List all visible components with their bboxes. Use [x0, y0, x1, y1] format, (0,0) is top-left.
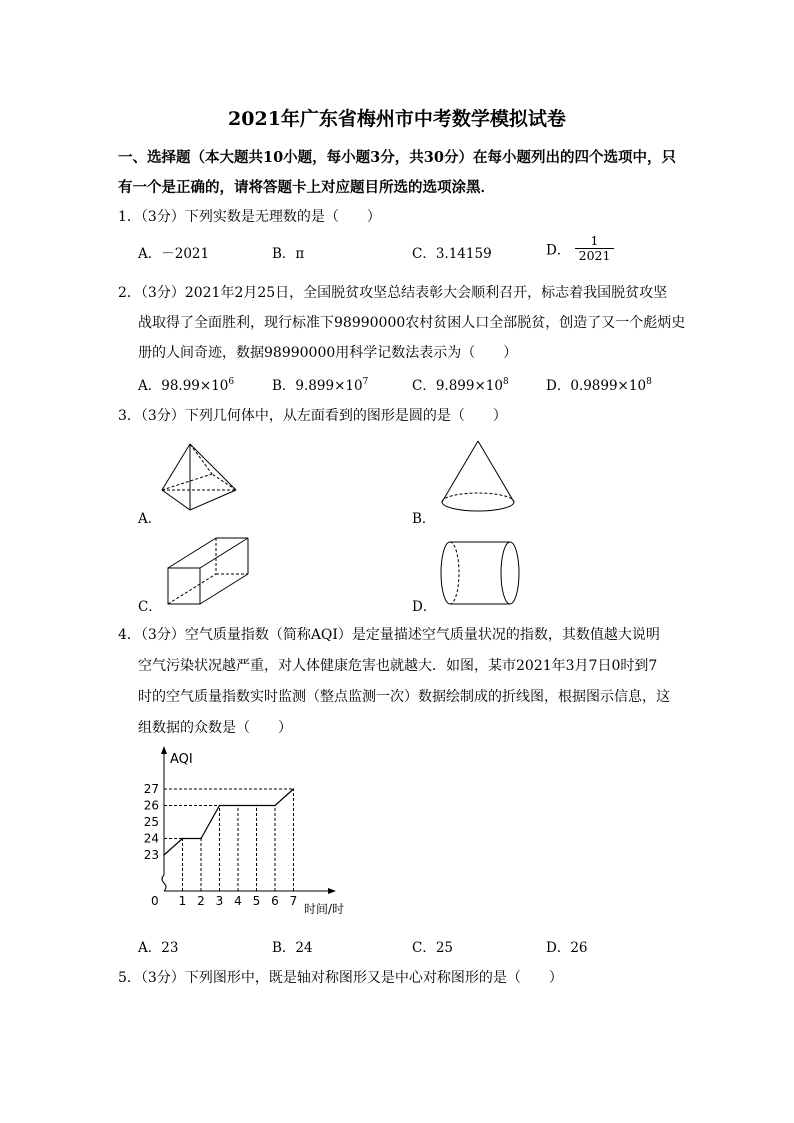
- y-axis-arrow: [161, 746, 167, 754]
- q1-fraction-numerator: 1: [590, 233, 599, 248]
- q1-option-a: A．－2021: [138, 246, 210, 262]
- q1-option-d-label: D．: [546, 242, 571, 259]
- q4-stem-line4: 组数据的众数是（ ）: [138, 720, 292, 736]
- q1-option-b: B．π: [272, 246, 305, 262]
- q4-option-a: A．23: [138, 940, 179, 956]
- page-title: 2021年广东省梅州市中考数学模拟试卷: [228, 108, 566, 130]
- data-point: [256, 805, 258, 807]
- aqi-line-chart: [136, 745, 366, 920]
- q3-label-d: D．: [412, 599, 437, 615]
- data-point: [200, 838, 202, 840]
- data-point: [293, 788, 295, 790]
- q2-option-b-base: B．9.899×10: [272, 378, 363, 394]
- x-tick-label: 3: [215, 894, 224, 908]
- q2-option-a-exp: 6: [228, 377, 235, 387]
- data-point: [219, 805, 221, 807]
- q3-label-b: B．: [412, 511, 436, 527]
- q2-option-c: [412, 374, 509, 394]
- q2-option-d-exp: 8: [646, 377, 652, 387]
- q2-option-d: [546, 374, 652, 394]
- y-axis-label: AQI: [170, 752, 193, 767]
- q4-option-d: D．26: [546, 940, 588, 956]
- y-tick-label: 25: [143, 815, 159, 829]
- cylinder-figure: [432, 536, 532, 612]
- q2-option-b-exp: 7: [362, 377, 369, 387]
- data-point: [274, 805, 276, 807]
- y-axis-break: [162, 875, 166, 891]
- q3-label-c: C．: [138, 599, 162, 615]
- data-point: [163, 854, 165, 856]
- y-tick-label: 24: [143, 831, 159, 846]
- q2-option-d-base: D．0.9899×10: [546, 378, 647, 394]
- data-point: [182, 838, 184, 840]
- x-axis-arrow: [328, 888, 336, 894]
- origin-label: 0: [151, 894, 159, 908]
- q1-fraction-denominator: 2021: [575, 248, 615, 263]
- x-tick-label: 1: [178, 894, 187, 908]
- y-tick-label: 23: [143, 848, 159, 862]
- q4-stem-line1: 4．（3分）空气质量指数（简称AQI）是定量描述空气质量状况的指数，其数值越大说明: [118, 627, 660, 643]
- y-tick-label: 26: [143, 798, 159, 813]
- q2-option-b: [272, 374, 368, 394]
- cone-figure: [435, 438, 525, 518]
- q4-stem-line3: 时的空气质量指数实时监测（整点监测一次）数据绘制成的折线图，根据图示信息，这: [138, 689, 670, 705]
- aqi-series-line: [164, 789, 294, 855]
- x-tick-label: 4: [234, 894, 242, 908]
- x-tick-label: 6: [271, 894, 279, 908]
- x-tick-label: 2: [197, 894, 205, 908]
- q4-option-b: B．24: [272, 940, 313, 956]
- q1-option-d: [546, 234, 614, 263]
- q4-option-c: C．25: [412, 940, 454, 956]
- q1-option-c: C．3.14159: [412, 246, 492, 262]
- q2-stem-line2: 战取得了全面胜利，现行标准下98990000农村贫困人口全部脱贫，创造了又一个彪炳史: [138, 315, 686, 331]
- q2-option-c-base: C．9.899×10: [412, 378, 503, 394]
- q5-stem: 5．（3分）下列图形中，既是轴对称图形又是中心对称图形的是（ ）: [118, 970, 563, 986]
- q2-option-c-exp: 8: [502, 377, 509, 387]
- q3-stem: 3．（3分）下列几何体中，从左面看到的图形是圆的是（ ）: [118, 408, 507, 424]
- cuboid-figure: [160, 532, 260, 612]
- q3-label-a: A．: [138, 511, 162, 527]
- section-heading-line2: 有一个是正确的，请将答题卡上对应题目所选的选项涂黑．: [118, 179, 495, 196]
- x-axis-label: 时间/时: [304, 902, 345, 916]
- q2-option-a-base: A．98.99×10: [138, 378, 229, 394]
- pyramid-figure: [150, 438, 250, 520]
- q1-stem: 1．（3分）下列实数是无理数的是（ ）: [118, 209, 381, 225]
- y-tick-label: 27: [143, 782, 159, 796]
- x-tick-label: 5: [252, 894, 261, 908]
- section-heading-line1: 一、选择题（本大题共10小题，每小题3分，共30分）在每小题列出的四个选项中，只: [118, 149, 676, 166]
- q1-fraction: [575, 234, 615, 263]
- q2-option-a: [138, 374, 234, 394]
- q2-stem-line3: 册的人间奇迹，数据98990000用科学记数法表示为（ ）: [138, 345, 518, 361]
- q2-stem-line1: 2．（3分）2021年2月25日，全国脱贫攻坚总结表彰大会顺利召开，标志着我国脱贫攻坚: [118, 285, 668, 301]
- q4-stem-line2: 空气污染状况越严重，对人体健康危害也就越大．如图，某市2021年3月7日0时到7: [138, 658, 658, 674]
- x-tick-label: 7: [289, 894, 298, 908]
- data-point: [237, 805, 239, 807]
